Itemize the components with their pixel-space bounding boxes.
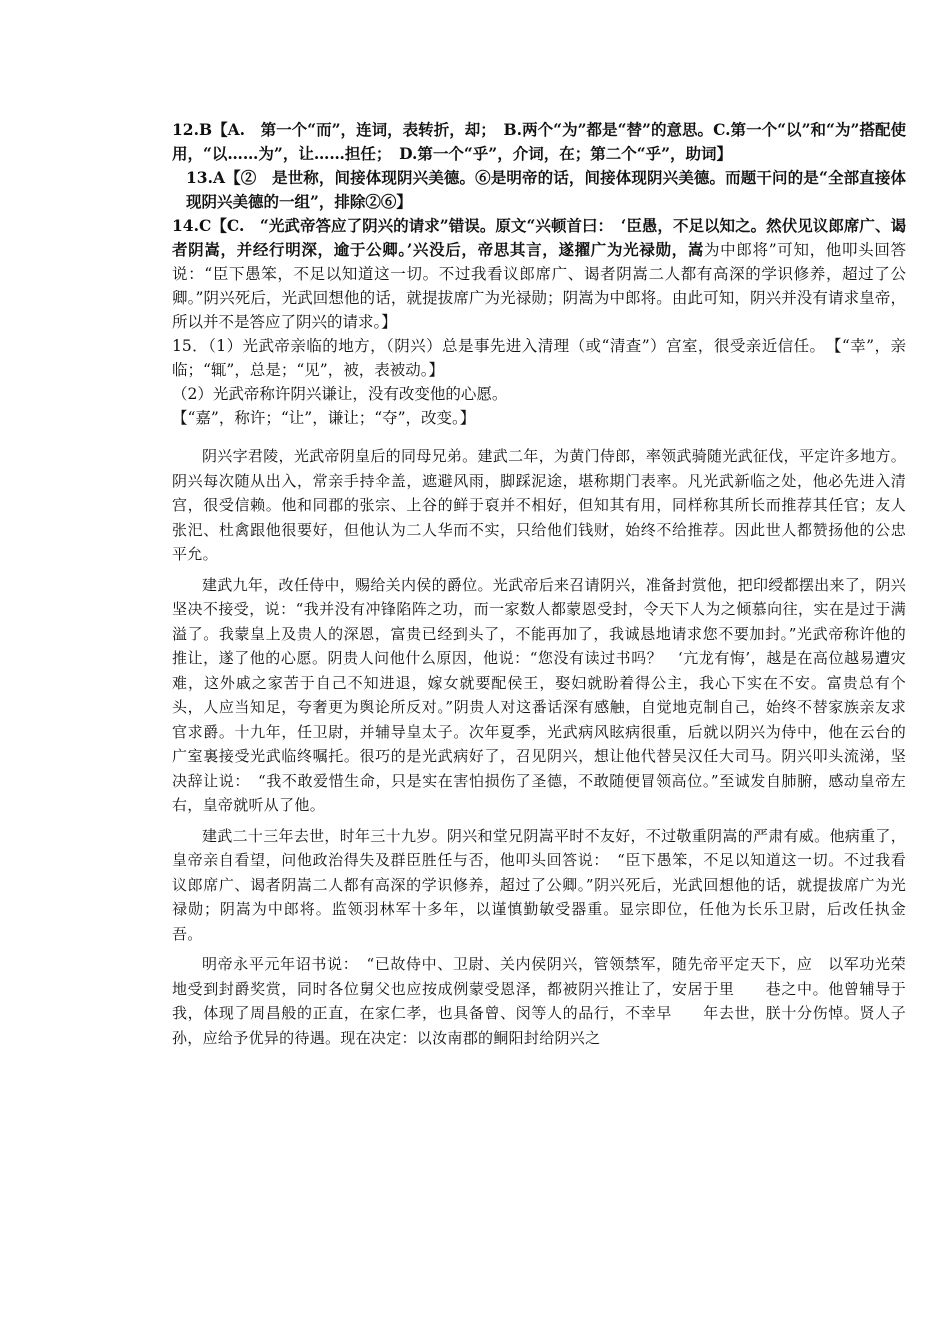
answer-section: [172, 118, 906, 430]
answer-q14-explanation: 为中郎将”可知，他叩头回答说：“臣下愚笨，不足以知道这一切。不过我看议郎席广、谒者阴嵩二人都有高深的学识修养，超过了公卿。”阴兴死后，光武回想他的话，就提拔席广为光禄勋；阴嵩为中郎将。由此可知，阴兴并没有请求皇帝，所以并不是答应了阴兴的请求。】: [172, 241, 906, 331]
answer-q13: 13.A【② 是世称，间接体现阴兴美德。⑥是明帝的话，间接体现阴兴美德。而题干问的是“全部直接体现阴兴美德的一组”，排除②⑥】: [186, 168, 906, 211]
answer-q15-2-note: 【“嘉”，称许；“让”，谦让；“夺”，改变。】: [172, 409, 476, 427]
answer-q15-1: 15．（1）光武帝亲临的地方，（阴兴）总是事先进入清理（或“清查”）宫室，很受亲近信任。 【“幸”，亲临；“辄”，总是；“见”，被，表被动。】: [172, 337, 906, 379]
document-page: [172, 118, 906, 1056]
answer-q14-quote: 14.C【C. “光武帝答应了阴兴的请求”错误。原文“兴顿首曰： ‘臣愚，不足以知之。然伏见议郎席广、谒者阴嵩，并经行明深，逾于公卿。’兴没后，帝思其言，遂擢广为光禄勋，嵩: [172, 216, 906, 259]
translation-paragraph-2: 建武九年，改任侍中，赐给关内侯的爵位。光武帝后来召请阴兴，准备封赏他，把印绶都摆出来了，阴兴坚决不接受，说：“我并没有冲锋陷阵之功，而一家数人都蒙恩受封，令天下人为之倾慕向往，实在是过于满溢了。我蒙皇上及贵人的深恩，富贵已经到头了，不能再加了，我诚恳地请求您不要加封。”光武帝称许他的推让，遂了他的心愿。阴贵人问他什么原因，他说：“您没有读过书吗？ ‘亢龙有悔’，越是在高位越易遭灾难，这外戚之家苦于自己不知进退，嫁女就要配侯王，娶妇就盼着得公主，我心下实在不安。富贵总有个头，人应当知足，夸奢更为舆论所反对。”阴贵人对这番话深有感触，自觉地克制自己，始终不替家族亲友求官求爵。十九年，任卫尉，并辅导皇太子。次年夏季，光武病风眩病很重，后就以阴兴为侍中，他在云台的广室裏接受光武临终嘱托。很巧的是光武病好了，召见阴兴，想让他代替吴汉任大司马。阴兴叩头流涕，坚决辞让说： “我不敢爱惜生命，只是实在害怕损伤了圣德，不敢随便冒领高位。”至诚发自肺腑，感动皇帝左右，皇帝就听从了他。: [172, 575, 906, 814]
translation-paragraph-4: 明帝永平元年诏书说： “已故侍中、卫尉、关内侯阴兴，管领禁军，随先帝平定天下，应 以军功光荣地受到封爵奖赏，同时各位舅父也应按成例蒙受恩泽，都被阴兴推让了，安居于里 巷之中。他曾辅导于我，体现了周昌般的正直，在家仁孝，也具备曾、闵等人的品行，不幸早 年去世，朕十分伤悼。贤人子孙，应给予优异的待遇。现在决定：以汝南郡的鲖阳封给阴兴之: [172, 955, 906, 1047]
answer-q14: [172, 214, 906, 334]
answer-q15-2: （2）光武帝称许阴兴谦让，没有改变他的心愿。: [172, 385, 508, 403]
answer-q12: 12.B【A. 第一个“而”，连词，表转折，却； B.两个“为”都是“替”的意思。C.第一个“以”和“为”搭配使用，“以……为”，让……担任； D.第一个“乎”，介词，在；第二个“乎”，助词】: [172, 120, 906, 163]
translation-paragraph-3: 建武二十三年去世，时年三十九岁。阴兴和堂兄阴嵩平时不友好，不过敬重阴嵩的严肃有威。他病重了，皇帝亲自看望，问他政治得失及群臣胜任与否，他叩头回答说： “臣下愚笨，不足以知道这一切。不过我看议郎席广、谒者阴嵩二人都有高深的学识修养，超过了公卿。”阴兴死后，光武回想他的话，就提拔席广为光禄勋；阴嵩为中郎将。监领羽林军十多年，以谨慎勤敏受器重。显宗即位，任他为长乐卫尉，后改任执金吾。: [172, 826, 906, 943]
translation-section: [172, 444, 906, 1050]
translation-paragraph-1: 阴兴字君陵，光武帝阴皇后的同母兄弟。建武二年，为黄门侍郎，率领武骑随光武征伐，平定许多地方。阴兴每次随从出入，常亲手持伞盖，遮避风雨，脚踩泥途，堪称期门表率。凡光武新临之处，他必先进入清宫，很受信赖。他和同郡的张宗、上谷的鲜于裒并不相好，但知其有用，同样称其所长而推荐其任官；友人张汜、杜禽跟他很要好，但他认为二人华而不实，只给他们钱财，始终不给推荐。因此世人都赞扬他的公忠平允。: [172, 447, 906, 563]
